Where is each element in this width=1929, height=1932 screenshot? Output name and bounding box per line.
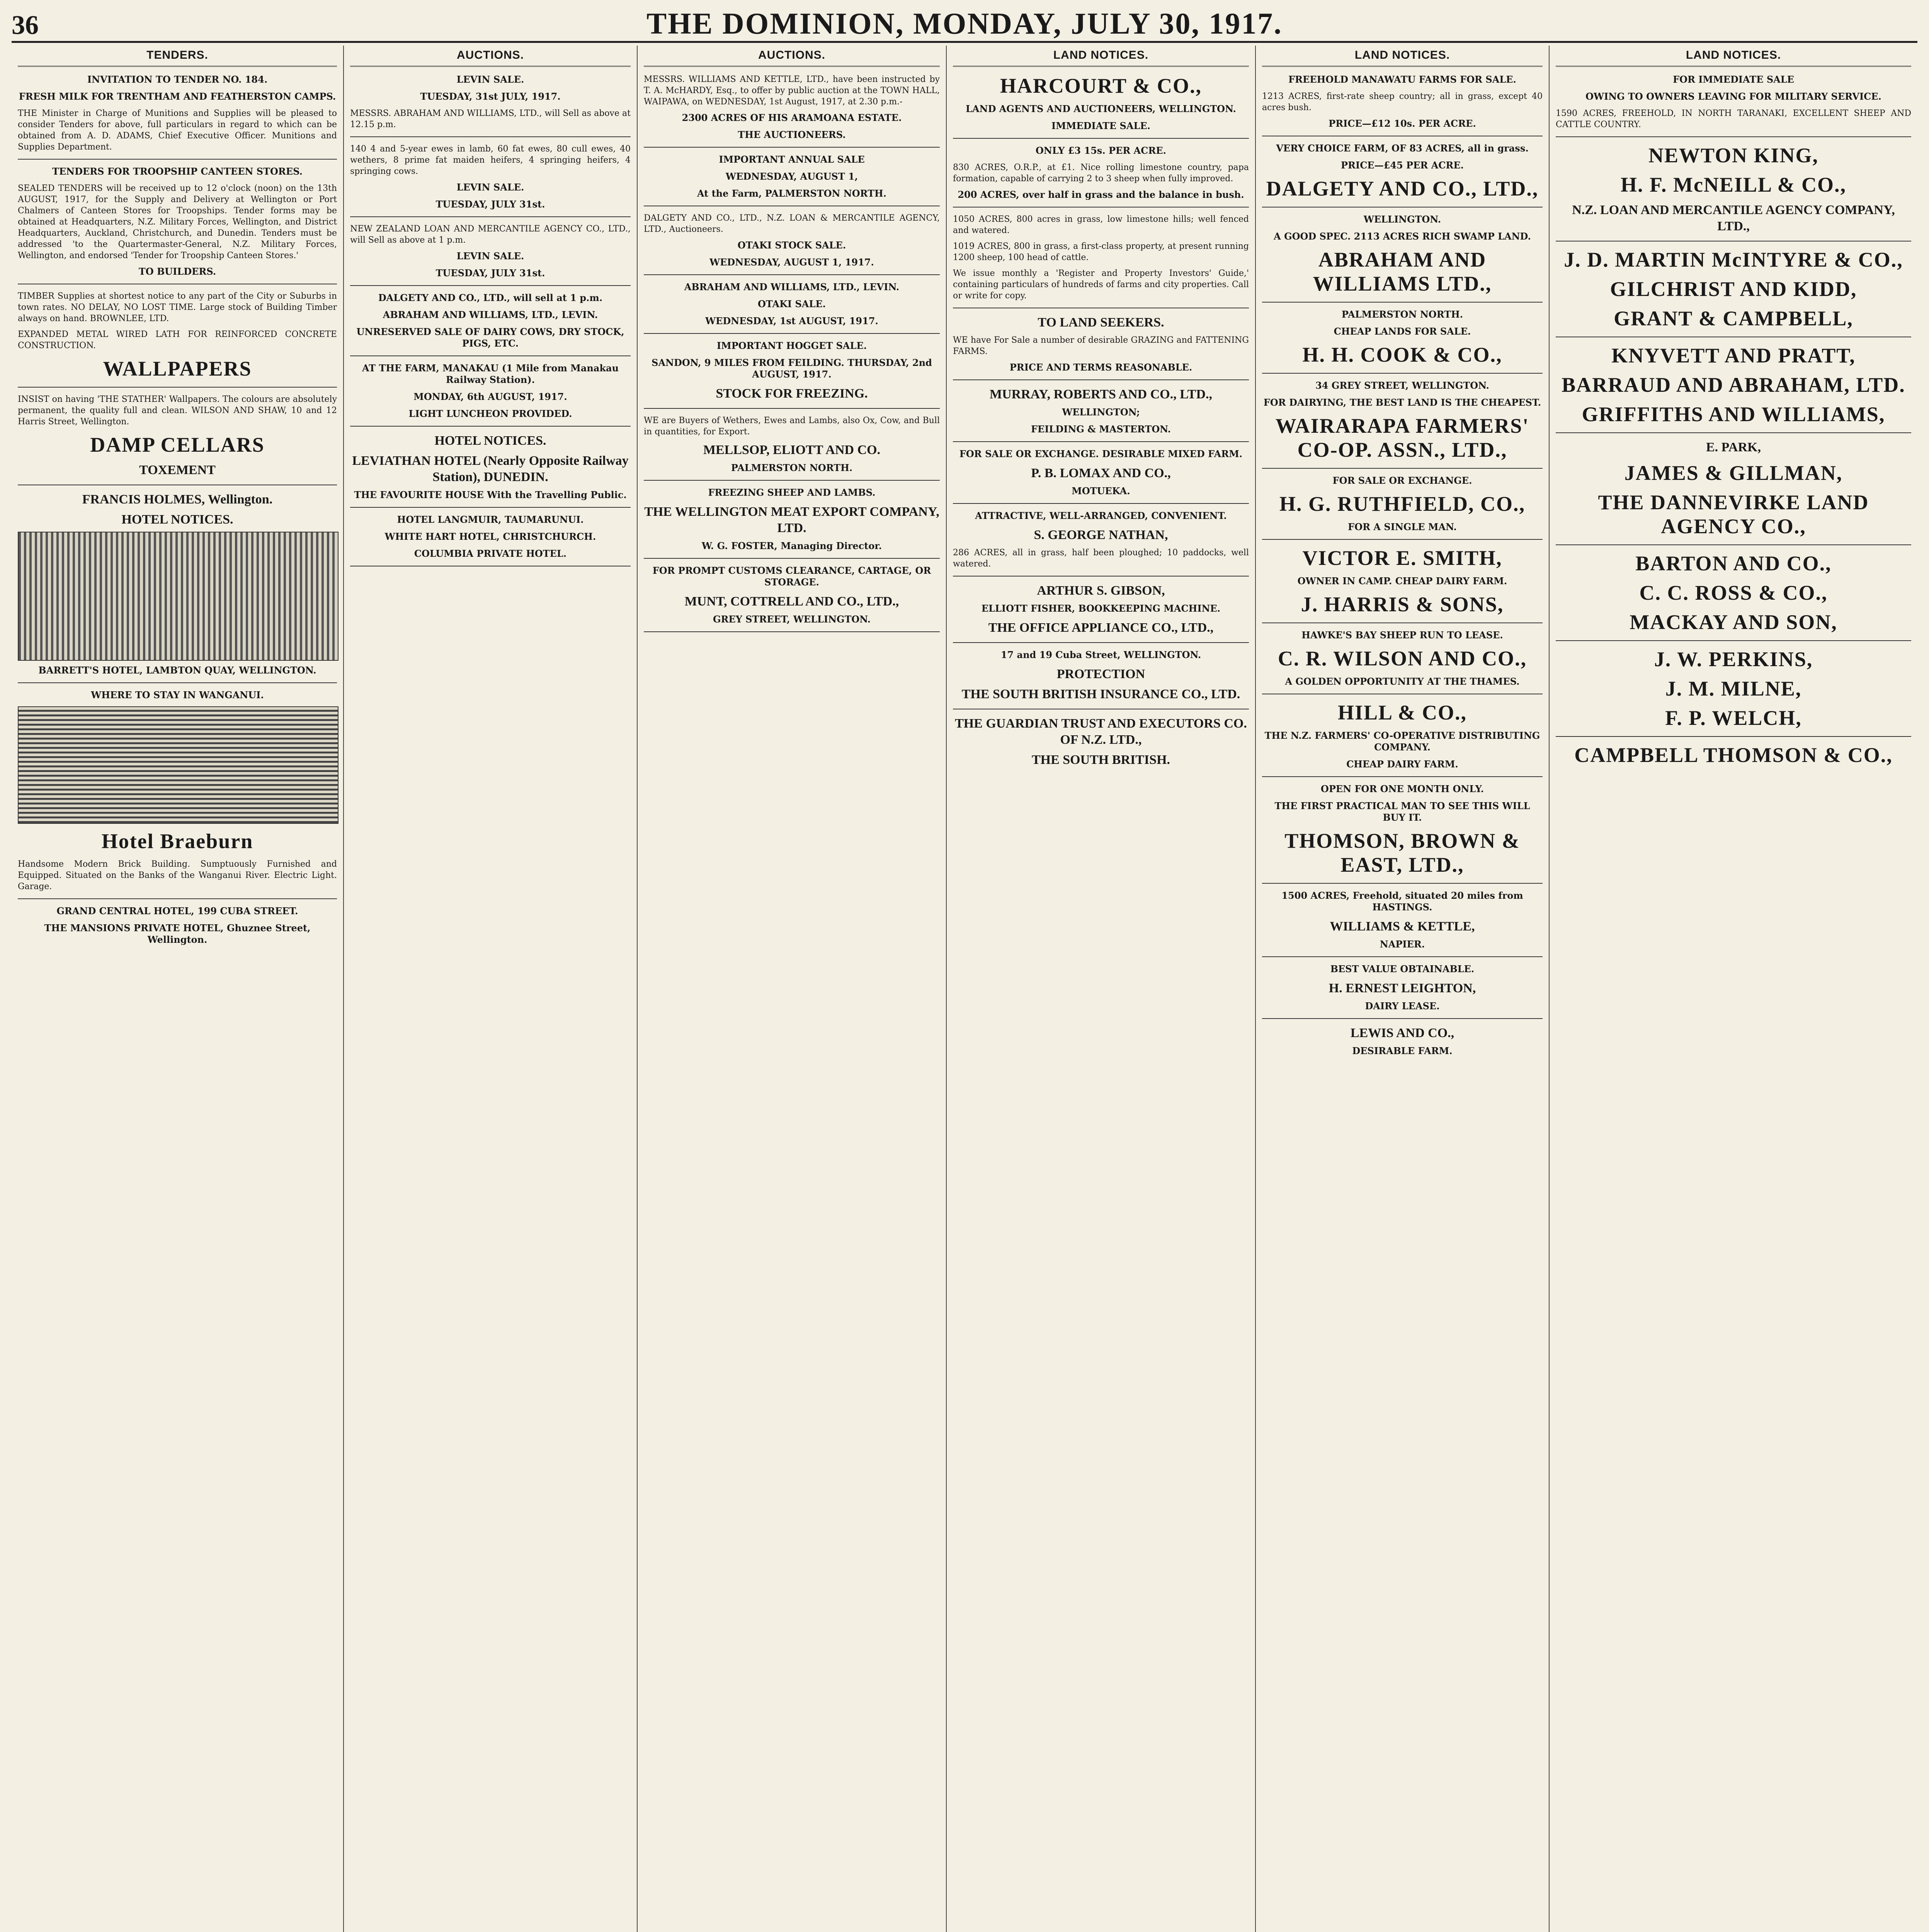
column-heading: LAND NOTICES. [1556, 46, 1911, 67]
advert-text: We issue monthly a 'Register and Property Investors' Guide,' containing particulars of hundreds of farms and city properties. Call or write for copy. [953, 269, 1249, 301]
divider [953, 441, 1249, 442]
advert-heading: LEVIATHAN HOTEL (Nearly Opposite Railway Station), DUNEDIN. [352, 454, 629, 484]
advert-subheading: FOR SALE OR EXCHANGE. DESIRABLE MIXED FARM. [959, 448, 1243, 459]
advert-subheading: WELLINGTON. [1363, 214, 1441, 225]
advertiser-name: HILL & CO., [1337, 701, 1467, 724]
divider [953, 138, 1249, 139]
advert-subheading: DALGETY AND CO., LTD., will sell at 1 p.m. [378, 292, 603, 303]
divider [1262, 883, 1543, 884]
column-5 [1256, 46, 1550, 1932]
advert-heading: HOTEL NOTICES. [434, 434, 546, 448]
divider [644, 147, 940, 148]
advert-subheading: IMPORTANT ANNUAL SALE [719, 154, 865, 165]
divider [644, 274, 940, 275]
advert-subheading: WEDNESDAY, AUGUST 1, 1917. [709, 257, 874, 268]
advert-subheading: PRICE—£45 PER ACRE. [1340, 160, 1464, 171]
advert-subheading: THE FIRST PRACTICAL MAN TO SEE THIS WILL BUY IT. [1274, 800, 1530, 823]
advertiser-name: THOMSON, BROWN & EAST, LTD., [1284, 829, 1520, 876]
advert-heading: N.Z. LOAN AND MERCANTILE AGENCY COMPANY, LTD., [1572, 203, 1895, 233]
advertiser-name: J. W. PERKINS, [1654, 648, 1813, 671]
advert-heading: THE SOUTH BRITISH INSURANCE CO., LTD. [961, 687, 1240, 701]
advert-text: THE Minister in Charge of Munitions and Supplies will be pleased to consider Tenders for above, full particulars in regard to which can be obtained from A. D. ADAMS, Chief Executive Officer. Munitions and Supplies Department. [18, 109, 337, 152]
divider [350, 216, 631, 217]
advert-subheading: FOR PROMPT CUSTOMS CLEARANCE, CARTAGE, OR STORAGE. [652, 565, 931, 588]
advert-heading: S. GEORGE NATHAN, [1034, 528, 1168, 542]
advert-text: MESSRS. WILLIAMS AND KETTLE, LTD., have been instructed by T. A. McHARDY, Esq., to offer by public auction at the TOWN HALL, WAIPAWA, on WEDNESDAY, 1st August, 1917, at 2.30 p.m.- [644, 75, 940, 107]
advert-subheading: GREY STREET, WELLINGTON. [713, 614, 871, 625]
divider [1262, 622, 1543, 623]
advert-subheading: A GOOD SPEC. 2113 ACRES RICH SWAMP LAND. [1274, 231, 1531, 242]
advert-text: TIMBER Supplies at shortest notice to any part of the City or Suburbs in town rates. NO DELAY, NO LOST TIME. Large stock of Building Timber always on hand. BROWNLEE, LTD. [18, 291, 337, 323]
advert-subheading: WHERE TO STAY IN WANGANUI. [91, 689, 264, 701]
advert-text: 830 ACRES, O.R.P., at £1. Nice rolling limestone country, papa formation, capable of carrying 2 to 3 sheep when fully improved. [953, 163, 1249, 184]
advert-text: 140 4 and 5-year ewes in lamb, 60 fat ewes, 80 cull ewes, 40 wethers, 8 prime fat maiden heifers, 4 springing heifers, 4 springing cows. [350, 144, 631, 176]
advert-text: WE have For Sale a number of desirable GRAZING and FATTENING FARMS. [953, 335, 1249, 356]
divider [1556, 136, 1911, 137]
advert-text: Handsome Modern Brick Building. Sumptuously Furnished and Equipped. Situated on the Banks of the Wanganui River. Electric Light. Garage. [18, 859, 337, 891]
advert-text: EXPANDED METAL WIRED LATH FOR REINFORCED CONCRETE CONSTRUCTION. [18, 330, 337, 350]
advert-subheading: LIGHT LUNCHEON PROVIDED. [408, 408, 572, 419]
advert-subheading: LEVIN SALE. [456, 74, 524, 85]
divider [644, 333, 940, 334]
divider [953, 379, 1249, 380]
advert-subheading: FREEZING SHEEP AND LAMBS. [708, 487, 876, 498]
advert-heading: H. ERNEST LEIGHTON, [1329, 981, 1476, 995]
advert-subheading: TO BUILDERS. [138, 266, 216, 277]
divider [1556, 241, 1911, 242]
advert-subheading: WEDNESDAY, 1st AUGUST, 1917. [705, 315, 878, 327]
column-3 [638, 46, 947, 1932]
advert-subheading: 200 ACRES, over half in grass and the balance in bush. [958, 189, 1244, 200]
advert-subheading: LAND AGENTS AND AUCTIONEERS, WELLINGTON. [966, 103, 1236, 114]
advert-subheading: 17 and 19 Cuba Street, WELLINGTON. [1000, 649, 1201, 660]
advert-text: NEW ZEALAND LOAN AND MERCANTILE AGENCY CO., LTD., will Sell as above at 1 p.m. [350, 224, 631, 245]
advert-heading: THE WELLINGTON MEAT EXPORT COMPANY, LTD. [644, 505, 939, 535]
advertiser-name: GRIFFITHS AND WILLIAMS, [1582, 403, 1885, 426]
divider [1262, 302, 1543, 303]
advertiser-name: H. H. COOK & CO., [1302, 343, 1502, 366]
advertiser-name: DALGETY AND CO., LTD., [1266, 177, 1539, 200]
divider [953, 503, 1249, 504]
advert-subheading: MOTUEKA. [1072, 485, 1130, 497]
advert-subheading: ABRAHAM AND WILLIAMS, LTD., LEVIN. [383, 309, 598, 320]
advert-heading: MUNT, COTTRELL AND CO., LTD., [684, 594, 899, 609]
advert-text: 1050 ACRES, 800 acres in grass, low limestone hills; well fenced and watered. [953, 214, 1249, 235]
advert-heading: E. PARK, [1706, 440, 1761, 454]
advert-subheading: VERY CHOICE FARM, OF 83 ACRES, all in grass. [1276, 143, 1529, 154]
advertiser-name: J. HARRIS & SONS, [1301, 593, 1504, 616]
advert-subheading: WELLINGTON; [1062, 406, 1140, 418]
advert-subheading: OTAKI SALE. [758, 298, 826, 310]
advert-subheading: 34 GREY STREET, WELLINGTON. [1315, 380, 1489, 391]
advert-heading: MURRAY, ROBERTS AND CO., LTD., [990, 387, 1212, 401]
divider [18, 898, 337, 899]
newspaper-title: THE DOMINION, MONDAY, JULY 30, 1917. [646, 7, 1283, 40]
advert-subheading: HAWKE'S BAY SHEEP RUN TO LEASE. [1301, 629, 1503, 641]
advert-subheading: WEDNESDAY, AUGUST 1, [725, 171, 858, 182]
advertiser-name: DAMP CELLARS [90, 433, 265, 456]
advertiser-name: GILCHRIST AND KIDD, [1610, 277, 1857, 301]
divider [1262, 373, 1543, 374]
column-4 [947, 46, 1256, 1932]
page-number: 36 [12, 10, 39, 40]
advert-subheading: At the Farm, PALMERSTON NORTH. [697, 188, 887, 199]
advertiser-name: H. F. McNEILL & CO., [1620, 173, 1847, 196]
advert-subheading: THE FAVOURITE HOUSE With the Travelling Public. [354, 489, 627, 500]
advert-heading: MELLSOP, ELIOTT AND CO. [703, 443, 881, 457]
hotel-braeburn-illustration [18, 706, 339, 824]
advert-subheading: ELLIOTT FISHER, BOOKKEEPING MACHINE. [981, 603, 1221, 614]
advert-subheading: DESIRABLE FARM. [1352, 1045, 1453, 1056]
divider [18, 387, 337, 388]
advertiser-name: H. G. RUTHFIELD, CO., [1279, 492, 1526, 515]
advert-subheading: BEST VALUE OBTAINABLE. [1330, 963, 1475, 975]
advert-subheading: FOR A SINGLE MAN. [1348, 521, 1457, 532]
advertiser-name: HARCOURT & CO., [1000, 74, 1202, 97]
advertiser-name: C. C. ROSS & CO., [1639, 581, 1828, 604]
advert-subheading: ONLY £3 15s. PER ACRE. [1035, 145, 1166, 156]
advert-subheading: 2300 ACRES OF HIS ARAMOANA ESTATE. [682, 112, 902, 123]
advert-subheading: A GOLDEN OPPORTUNITY AT THE THAMES. [1285, 676, 1520, 687]
divider [953, 642, 1249, 643]
advert-heading: THE OFFICE APPLIANCE CO., LTD., [988, 621, 1214, 635]
advert-heading: ARTHUR S. GIBSON, [1037, 583, 1165, 598]
advert-subheading: UNRESERVED SALE OF DAIRY COWS, DRY STOCK, PIGS, ETC. [356, 326, 624, 349]
advert-subheading: HOTEL LANGMUIR, TAUMARUNUI. [397, 514, 584, 525]
advert-heading: WILLIAMS & KETTLE, [1330, 919, 1475, 934]
advert-subheading: COLUMBIA PRIVATE HOTEL. [414, 548, 567, 559]
divider [18, 159, 337, 160]
advert-subheading: FOR DAIRYING, THE BEST LAND IS THE CHEAPEST. [1263, 397, 1541, 408]
column-heading: AUCTIONS. [644, 46, 940, 67]
divider [1262, 776, 1543, 777]
masthead [12, 7, 1917, 43]
advert-subheading: THE MANSIONS PRIVATE HOTEL, Ghuznee Street, Wellington. [44, 922, 311, 945]
divider [953, 576, 1249, 577]
advert-subheading: FOR IMMEDIATE SALE [1673, 74, 1794, 85]
column-1 [12, 46, 344, 1932]
advert-heading: HOTEL NOTICES. [121, 512, 233, 527]
advertiser-name: GRANT & CAMPBELL, [1614, 307, 1853, 330]
advert-heading: P. B. LOMAX AND CO., [1031, 466, 1171, 480]
column-2 [344, 46, 638, 1932]
advert-text: INSIST on having 'THE STATHER' Wallpapers. The colours are absolutely permanent, the quality full and clean. WILSON AND SHAW, 10 and 12 Harris Street, Wellington. [18, 395, 337, 427]
advert-subheading: AT THE FARM, MANAKAU (1 Mile from Manakau Railway Station). [362, 362, 619, 385]
advert-subheading: TUESDAY, JULY 31st. [435, 199, 545, 210]
advertiser-name: MACKAY AND SON, [1630, 611, 1837, 634]
advert-subheading: WHITE HART HOTEL, CHRISTCHURCH. [384, 531, 596, 542]
advert-text: SEALED TENDERS will be received up to 12 o'clock (noon) on the 13th AUGUST, 1917, for the Supply and Delivery at Wellington or Port Chalmers of Canteen Stores for Troopships. Tender forms may be obtained at Headquarters, N.Z. Military Forces, Wellington, and District Headquarters, Auckland, Christchurch, and Dunedin. Tenders must be addressed 'to the Quartermaster-General, N.Z. Military Forces, Wellington, and endorsed 'Tender for Troopship Canteen Stores.' [18, 184, 337, 260]
advert-text: 1590 ACRES, FREEHOLD, IN NORTH TARANAKI, EXCELLENT SHEEP AND CATTLE COUNTRY. [1556, 109, 1911, 129]
advertiser-name: WALLPAPERS [103, 357, 252, 380]
advert-subheading: FOR SALE OR EXCHANGE. [1332, 475, 1472, 486]
advertiser-name: C. R. WILSON AND CO., [1277, 647, 1527, 670]
advertiser-name: NEWTON KING, [1648, 144, 1819, 167]
divider [1262, 539, 1543, 540]
advert-subheading: FREEHOLD MANAWATU FARMS FOR SALE. [1288, 74, 1516, 85]
advert-subheading: ATTRACTIVE, WELL-ARRANGED, CONVENIENT. [975, 510, 1227, 521]
divider [1262, 468, 1543, 469]
column-heading: LAND NOTICES. [953, 46, 1249, 67]
advert-subheading: TUESDAY, 31st JULY, 1917. [420, 91, 561, 102]
advert-subheading: OTAKI STOCK SALE. [737, 240, 846, 251]
advertiser-name: KNYVETT AND PRATT, [1611, 344, 1856, 367]
advert-text: WE are Buyers of Wethers, Ewes and Lambs, also Ox, Cow, and Bull in quantities, for Export. [644, 416, 940, 437]
advert-subheading: PALMERSTON NORTH. [1341, 309, 1463, 320]
divider [1262, 1018, 1543, 1019]
divider [644, 558, 940, 559]
divider [644, 631, 940, 632]
advert-text: DALGETY AND CO., LTD., N.Z. LOAN & MERCANTILE AGENCY, LTD., Auctioneers. [644, 213, 940, 234]
advertiser-name: Hotel Braeburn [101, 830, 253, 853]
advert-subheading: CHEAP LANDS FOR SALE. [1334, 326, 1471, 337]
advert-subheading: CHEAP DAIRY FARM. [1346, 759, 1458, 770]
divider [644, 408, 940, 409]
advert-subheading: LEVIN SALE. [456, 250, 524, 262]
advert-subheading: TUESDAY, JULY 31st. [435, 267, 545, 279]
advert-heading: STOCK FOR FREEZING. [716, 386, 868, 401]
advert-subheading: OWING TO OWNERS LEAVING FOR MILITARY SERVICE. [1585, 91, 1881, 102]
advert-subheading: INVITATION TO TENDER NO. 184. [87, 74, 268, 85]
column-heading: TENDERS. [18, 46, 337, 67]
divider [1262, 956, 1543, 957]
advert-subheading: 1500 ACRES, Freehold, situated 20 miles from HASTINGS. [1281, 890, 1523, 913]
advertiser-name: JAMES & GILLMAN, [1624, 461, 1843, 485]
advertiser-name: BARRAUD AND ABRAHAM, LTD. [1562, 373, 1905, 396]
advert-heading: THE SOUTH BRITISH. [1031, 753, 1170, 767]
advert-subheading: THE AUCTIONEERS. [738, 129, 846, 140]
advert-heading: TO LAND SEEKERS. [1038, 315, 1164, 330]
advertiser-name: CAMPBELL THOMSON & CO., [1574, 743, 1893, 767]
advert-subheading: IMMEDIATE SALE. [1051, 120, 1150, 131]
divider [350, 285, 631, 286]
column-heading: AUCTIONS. [350, 46, 631, 67]
divider [1556, 640, 1911, 641]
advert-subheading: MONDAY, 6th AUGUST, 1917. [413, 391, 567, 402]
advert-subheading: PRICE AND TERMS REASONABLE. [1009, 362, 1192, 373]
advert-subheading: IMPORTANT HOGGET SALE. [716, 340, 867, 351]
advertiser-name: F. P. WELCH, [1665, 706, 1802, 730]
advert-subheading: THE N.Z. FARMERS' CO-OPERATIVE DISTRIBUTING COMPANY. [1264, 730, 1540, 753]
advert-heading: LEWIS AND CO., [1350, 1026, 1454, 1040]
advert-subheading: PALMERSTON NORTH. [731, 462, 853, 473]
advert-subheading: OPEN FOR ONE MONTH ONLY. [1320, 783, 1484, 794]
advert-heading: TOXEMENT [139, 463, 216, 477]
advert-subheading: LEVIN SALE. [456, 182, 524, 193]
advert-text: 286 ACRES, all in grass, half been ploughed; 10 paddocks, well watered. [953, 548, 1249, 569]
advertiser-name: WAIRARAPA FARMERS' CO-OP. ASSN., LTD., [1275, 414, 1529, 461]
advert-subheading: FRESH MILK FOR TRENTHAM AND FEATHERSTON CAMPS. [19, 91, 336, 102]
hotel-illustration [18, 532, 339, 661]
divider [1556, 432, 1911, 433]
column-6 [1550, 46, 1917, 1932]
advertiser-name: J. M. MILNE, [1665, 677, 1802, 700]
advertiser-name: VICTOR E. SMITH, [1302, 546, 1502, 570]
divider [1556, 736, 1911, 737]
advert-heading: THE GUARDIAN TRUST AND EXECUTORS CO. OF N.Z. LTD., [955, 716, 1247, 747]
advert-subheading: BARRETT'S HOTEL, LAMBTON QUAY, WELLINGTON. [38, 665, 316, 676]
advert-text: 1213 ACRES, first-rate sheep country; all in grass, except 40 acres bush. [1262, 92, 1543, 112]
advert-heading: PROTECTION [1056, 667, 1145, 681]
advertiser-name: BARTON AND CO., [1635, 552, 1832, 575]
advert-subheading: TENDERS FOR TROOPSHIP CANTEEN STORES. [52, 166, 303, 177]
divider [1556, 544, 1911, 545]
divider [350, 355, 631, 356]
advert-heading: FRANCIS HOLMES, Wellington. [82, 492, 273, 507]
advert-text: MESSRS. ABRAHAM AND WILLIAMS, LTD., will Sell as above at 12.15 p.m. [350, 109, 631, 129]
advert-subheading: NAPIER. [1380, 939, 1425, 950]
advert-text: 1019 ACRES, 800 in grass, a first-class property, at present running 1200 sheep, 100 head of cattle. [953, 242, 1249, 262]
advert-subheading: W. G. FOSTER, Managing Director. [701, 540, 882, 551]
advert-subheading: FEILDING & MASTERTON. [1031, 423, 1171, 435]
divider [18, 682, 337, 683]
divider [644, 480, 940, 481]
divider [350, 426, 631, 427]
advertiser-name: THE DANNEVIRKE LAND AGENCY CO., [1598, 491, 1869, 538]
advert-subheading: DAIRY LEASE. [1365, 1000, 1440, 1012]
advert-subheading: OWNER IN CAMP. CHEAP DAIRY FARM. [1297, 575, 1507, 587]
advert-subheading: PRICE—£12 10s. PER ACRE. [1329, 118, 1476, 129]
advertiser-name: ABRAHAM AND WILLIAMS LTD., [1313, 248, 1492, 295]
advert-subheading: ABRAHAM AND WILLIAMS, LTD., LEVIN. [684, 281, 900, 293]
column-heading: LAND NOTICES. [1262, 46, 1543, 67]
divider [350, 507, 631, 508]
advertiser-name: J. D. MARTIN McINTYRE & CO., [1564, 248, 1903, 271]
divider [350, 136, 631, 137]
advert-subheading: SANDON, 9 MILES FROM FEILDING. THURSDAY, 2nd AUGUST, 1917. [652, 357, 932, 380]
advert-subheading: GRAND CENTRAL HOTEL, 199 CUBA STREET. [56, 905, 298, 917]
